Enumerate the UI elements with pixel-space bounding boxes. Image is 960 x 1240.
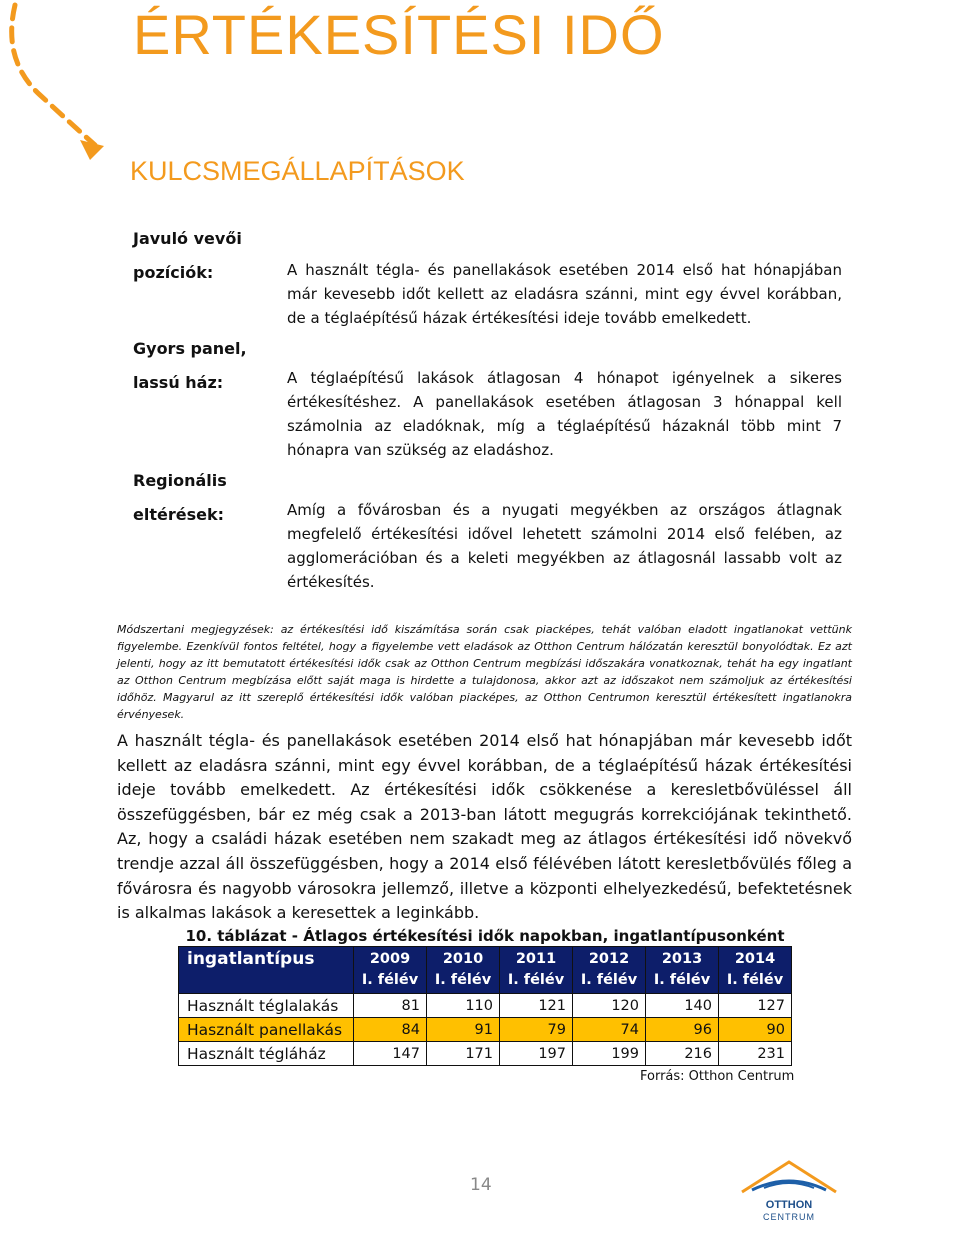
sales-time-table [178,946,792,1066]
body-paragraph: A használt tégla- és panellakások esetében 2014 első hat hónapjában már kevesebb időt kellett az eladásra szánni, mint egy évvel korábban, de a téglaépítésű házak értékesítési ideje tovább emelkedett. Az értékesítési idők csökkenése a keresletbővüléssel áll összefüggésben, bár ez még csak a 2013-ban látott megugrás korrekciójának tekinthető. Az, hogy a családi házak esetében nem szakadt meg az átlagos értékesítési idő növekvő trendje azzal áll összefüggésben, hogy a 2014 első félévében látott keresletbővülés főleg a fővárosra és nagyobb városokra jellemző, illetve a központi elhelyezkedésű, befektetésnek is alkalmas lakások a keresettek a leginkább. [117,731,852,923]
table-cell: 147 [354,1042,427,1066]
finding-label-2: Gyors panel, lassú ház: [133,339,247,392]
table-caption: 10. táblázat - Átlagos értékesítési idők napokban, ingatlantípusonként [185,927,785,945]
finding-text-3: Amíg a fővárosban és a nyugati megyékben az országos átlagnak megfelelő értékesítési idővel lehetett számolni 2014 első felében, az agglomerációban és a keleti megyékben az átlagosnál lassabb volt az értékesítés. [287,501,842,591]
table-row [179,994,792,1018]
table-cell: 199 [573,1042,646,1066]
row-label: Használt panellakás [179,1018,354,1042]
finding-text-2: A téglaépítésű lakások átlagosan 4 hónapot igényelnek a sikeres értékesítéshez. A panellakások esetében átlagosan 3 hónappal kell számolnia az eladóknak, míg a téglaépítésű házaknál több mint 7 hónapra van szükség az eladáshoz. [287,369,842,459]
table-cell: 110 [427,994,500,1018]
page-title: ÉRTÉKESÍTÉSI IDŐ [133,3,665,66]
table-cell: 84 [354,1018,427,1042]
decorative-dashed-arrow [0,0,130,200]
column-header-2010: 2010 I. félév [427,947,500,994]
finding-label-3: Regionális eltérések: [133,471,227,524]
table-cell: 140 [646,994,719,1018]
table-row [179,1042,792,1066]
table-cell: 231 [719,1042,792,1066]
logo-line-2: CENTRUM [763,1212,815,1222]
table-cell: 127 [719,994,792,1018]
table-cell: 197 [500,1042,573,1066]
page-number: 14 [470,1175,492,1195]
table-cell: 91 [427,1018,500,1042]
table-corner-header: ingatlantípus [179,947,354,994]
finding-label-1: Javuló vevői pozíciók: [133,229,242,282]
column-header-2011: 2011 I. félév [500,947,573,994]
table-cell: 90 [719,1018,792,1042]
column-header-2013: 2013 I. félév [646,947,719,994]
table-row-highlighted [179,1018,792,1042]
arrow-head-icon [80,140,104,160]
table-cell: 121 [500,994,573,1018]
table-header-row [179,947,792,994]
section-subtitle: KULCSMEGÁLLAPÍTÁSOK [130,156,465,186]
row-label: Használt tégláház [179,1042,354,1066]
column-header-2012: 2012 I. félév [573,947,646,994]
otthon-centrum-logo [734,1158,844,1228]
table-source: Forrás: Otthon Centrum [640,1069,795,1084]
logo-line-1: OTTHON [765,1199,813,1211]
table-cell: 216 [646,1042,719,1066]
table-cell: 81 [354,994,427,1018]
table-cell: 171 [427,1042,500,1066]
table-cell: 96 [646,1018,719,1042]
table-cell: 120 [573,994,646,1018]
table-cell: 79 [500,1018,573,1042]
column-header-2009: 2009 I. félév [354,947,427,994]
row-label: Használt téglalakás [179,994,354,1018]
finding-text-1: A használt tégla- és panellakások esetében 2014 első hat hónapjában már kevesebb időt kellett az eladásra szánni, mint egy évvel korábban, de a téglaépítésű házak értékesítési ideje tovább emelkedett. [287,261,842,327]
table-cell: 74 [573,1018,646,1042]
methodology-note: Módszertani megjegyzések: az értékesítési idő kiszámítása során csak piacképes, tehát valóban eladott ingatlanokat vettünk figyelembe. Ezenkívül fontos feltétel, hogy a figyelembe vett eladások az Otthon Centrum hálózatán keresztül bonyolódtak. Ez azt jelenti, hogy az itt bemutatott értékesítési idők csak az Otthon Centrum megbízási időszakára vonatkoznak, tehát ha egy ingatlant az Otthon Centrum megbízása előtt saját maga is hirdette a tulajdonosa, akkor azt az időszakot nem számoljuk az értékesítési időhöz. Magyarul az itt szereplő értékesítési idők valóban piacképes, az Otthon Centrumon keresztül értékesített ingatlanokra érvényesek. [117,623,852,721]
column-header-2014: 2014 I. félév [719,947,792,994]
